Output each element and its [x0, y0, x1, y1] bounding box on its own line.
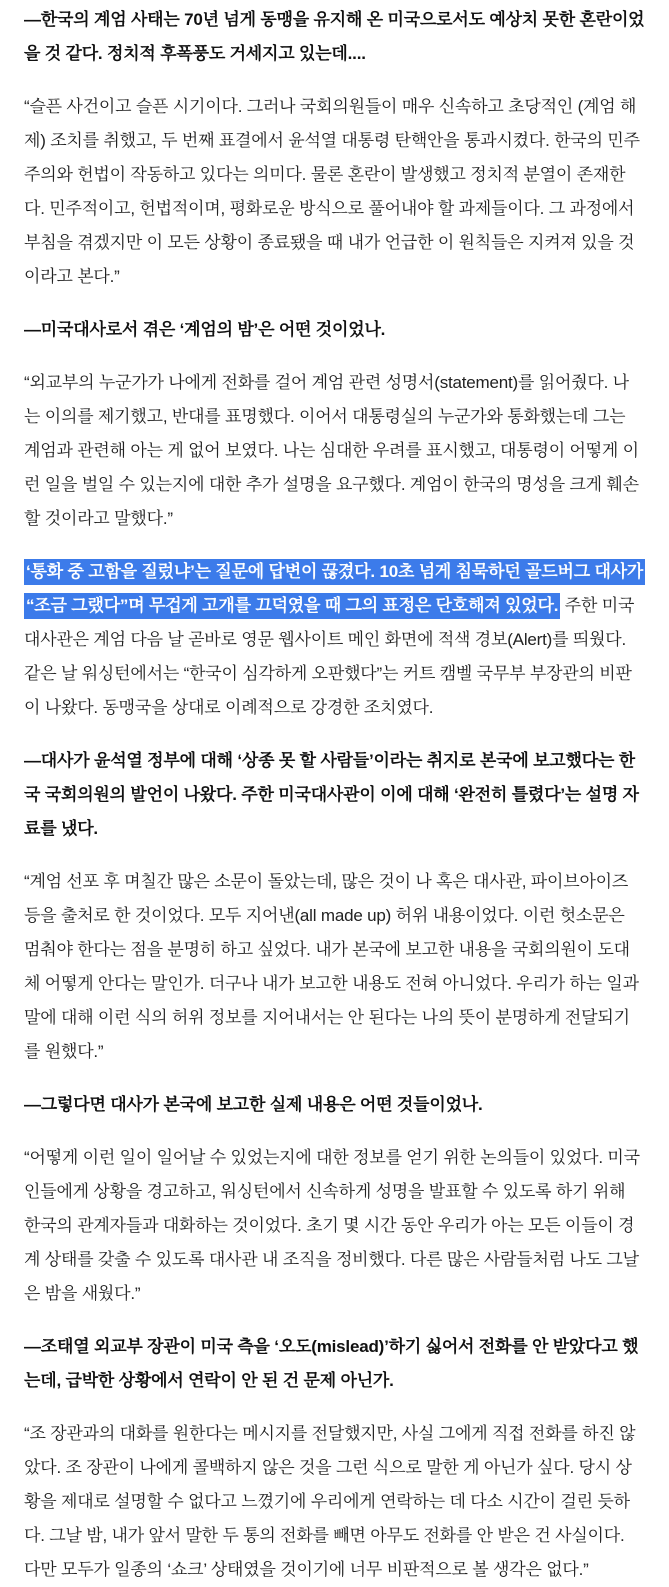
narration-paragraph — [24, 555, 645, 725]
interview-question-3: —대사가 윤석열 정부에 대해 ‘상종 못 할 사람들’이라는 취지로 본국에 보고했다는 한국 국회의원의 발언이 나왔다. 주한 미국대사관이 이에 대해 ‘완전히 틀렸다’는 설명 자료를 냈다. — [24, 751, 639, 838]
interview-answer-1: “슬픈 사건이고 슬픈 시기이다. 그러나 국회의원들이 매우 신속하고 초당적인 (계엄 해제) 조치를 취했고, 두 번째 표결에서 윤석열 대통령 탄핵안을 통과시켰다. 한국의 민주주의와 헌법이 작동하고 있다는 의미다. 물론 혼란이 발생했고 정치적 분열이 존재한다. 민주적이고, 헌법적이며, 평화로운 방식으로 풀어내야 할 과제들이다. 그 과정에서 부침을 겪겠지만 이 모든 상황이 종료됐을 때 내가 언급한 이 원칙들은 지켜져 있을 것이라고 본다.” — [24, 97, 640, 286]
interview-answer-2: “외교부의 누군가가 나에게 전화를 걸어 계엄 관련 성명서(statement)를 읽어줬다. 나는 이의를 제기했고, 반대를 표명했다. 이어서 대통령실의 누군가와 통화했는데 그는 계엄과 관련해 아는 게 없어 보였다. 나는 심대한 우려를 표시했고, 대통령이 어떻게 이런 일을 벌일 수 있는지에 대한 추가 설명을 요구했다. 계엄이 한국의 명성을 크게 훼손할 것이라고 말했다.” — [24, 373, 639, 528]
narration-rest: 주한 미국대사관은 계엄 다음 날 곧바로 영문 웹사이트 메인 화면에 적색 경보(Alert)를 띄웠다. 같은 날 워싱턴에서는 “한국이 심각하게 오판했다”는 커트 캠벨 국무부 부장관의 비판이 나왔다. 동맹국을 상대로 이례적으로 강경한 조치였다. — [24, 596, 635, 717]
interview-question-1: —한국의 계엄 사태는 70년 넘게 동맹을 유지해 온 미국으로서도 예상치 못한 혼란이었을 것 같다. 정치적 후폭풍도 거세지고 있는데.... — [24, 10, 645, 63]
interview-answer-4: “어떻게 이런 일이 일어날 수 있었는지에 대한 정보를 얻기 위한 논의들이 있었다. 미국인들에게 상황을 경고하고, 워싱턴에서 신속하게 성명을 발표할 수 있도록 하기 위해 한국의 관계자들과 대화하는 것이었다. 초기 몇 시간 동안 우리가 아는 모든 이들이 경계 상태를 갖출 수 있도록 대사관 내 조직을 정비했다. 다른 많은 사람들처럼 나도 그날은 밤을 새웠다.” — [24, 1148, 640, 1303]
highlighted-text: ‘통화 중 고함을 질렀냐’는 질문에 답변이 끊겼다. 10초 넘게 침묵하던 골드버그 대사가 “조금 그랬다”며 무겁게 고개를 끄덕였을 때 그의 표정은 단호해져 있었다. — [24, 559, 645, 619]
interview-answer-5: “조 장관과의 대화를 원한다는 메시지를 전달했지만, 사실 그에게 직접 전화를 하진 않았다. 조 장관이 나에게 콜백하지 않은 것을 그런 식으로 말한 게 아닌가 싶다. 당시 상황을 제대로 설명할 수 없다고 느꼈기에 우리에게 연락하는 데 다소 시간이 걸린 듯하다. 그날 밤, 내가 앞서 말한 두 통의 전화를 빼면 아무도 전화를 안 받은 건 사실이다. 다만 모두가 일종의 ‘쇼크’ 상태였을 것이기에 너무 비판적으로 볼 생각은 없다.” — [24, 1424, 636, 1579]
interview-question-5: —조태열 외교부 장관이 미국 측을 ‘오도(mislead)’하기 싫어서 전화를 안 받았다고 했는데, 급박한 상황에서 연락이 안 된 건 문제 아닌가. — [24, 1337, 639, 1390]
interview-question-2: —미국대사로서 겪은 ‘계엄의 밤’은 어떤 것이었나. — [24, 320, 386, 339]
interview-answer-3: “계엄 선포 후 며칠간 많은 소문이 돌았는데, 많은 것이 나 혹은 대사관, 파이브아이즈 등을 출처로 한 것이었다. 모두 지어낸(all made up) 허위 내용이었다. 이런 헛소문은 멈춰야 한다는 점을 분명히 하고 싶었다. 내가 본국에 보고한 내용을 국회의원이 도대체 어떻게 안다는 말인가. 더구나 내가 보고한 내용도 전혀 아니었다. 우리가 하는 일과 말에 대해 이런 식의 허위 정보를 지어내서는 안 된다는 나의 뜻이 분명하게 전달되기를 원했다.” — [24, 872, 639, 1061]
interview-question-4: —그렇다면 대사가 본국에 보고한 실제 내용은 어떤 것들이었나. — [24, 1095, 483, 1114]
